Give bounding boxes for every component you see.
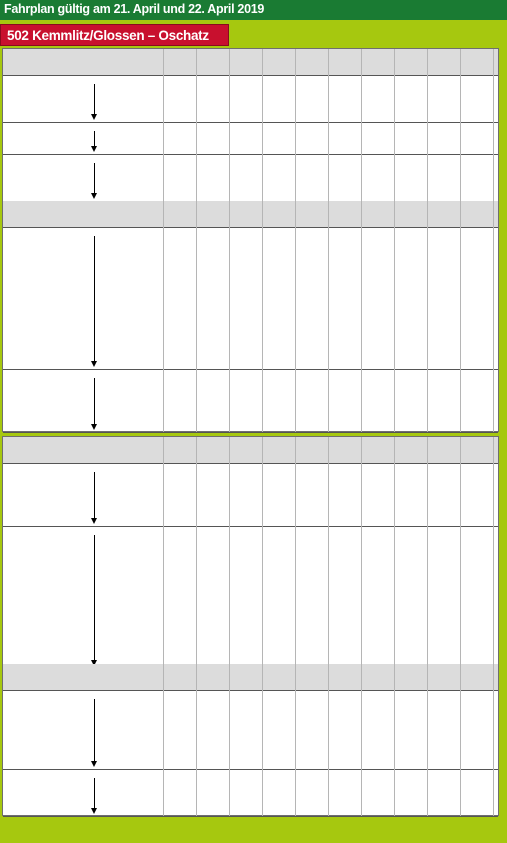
- header-row-bg: [3, 437, 498, 463]
- column-divider: [361, 201, 362, 432]
- row-divider: [3, 227, 498, 228]
- row-divider: [3, 690, 498, 691]
- column-divider: [328, 437, 329, 668]
- column-divider: [394, 437, 395, 668]
- direction-arrow-line: [94, 378, 95, 425]
- group-divider: [3, 369, 498, 370]
- header-row-bg: [3, 664, 498, 690]
- column-divider: [460, 437, 461, 668]
- column-divider: [196, 201, 197, 432]
- direction-arrow-head: [91, 114, 97, 120]
- direction-arrow-head: [91, 146, 97, 152]
- row-divider: [3, 75, 498, 76]
- header-bar: [0, 0, 507, 20]
- column-divider: [493, 437, 494, 668]
- direction-arrow-head: [91, 761, 97, 767]
- direction-arrow-line: [94, 699, 95, 762]
- group-divider: [3, 816, 498, 817]
- direction-arrow-head: [91, 361, 97, 367]
- direction-arrow-head: [91, 193, 97, 199]
- column-divider: [163, 201, 164, 432]
- column-divider: [295, 201, 296, 432]
- direction-arrow-line: [94, 236, 95, 362]
- group-divider: [3, 154, 498, 155]
- direction-arrow-line: [94, 131, 95, 147]
- direction-arrow-line: [94, 778, 95, 809]
- column-divider: [427, 437, 428, 668]
- group-divider: [3, 769, 498, 770]
- column-divider: [427, 201, 428, 432]
- direction-arrow-head: [91, 424, 97, 430]
- column-divider: [262, 437, 263, 668]
- direction-arrow-line: [94, 535, 95, 661]
- timetable-card-kemmlitz-oschatz: [2, 48, 499, 432]
- direction-arrow-line: [94, 472, 95, 519]
- timetable-card-oschatz-kemmlitz: [2, 436, 499, 816]
- column-divider: [163, 437, 164, 668]
- direction-arrow-line: [94, 84, 95, 115]
- group-divider: [3, 122, 498, 123]
- column-divider: [196, 437, 197, 668]
- group-divider: [3, 526, 498, 527]
- column-divider: [460, 201, 461, 432]
- direction-arrow-head: [91, 518, 97, 524]
- header-row-bg: [3, 201, 498, 227]
- route-title: 502 Kemmlitz/Glossen – Oschatz: [7, 28, 209, 43]
- direction-arrow-line: [94, 163, 95, 194]
- direction-arrow-head: [91, 808, 97, 814]
- column-divider: [229, 437, 230, 668]
- column-divider: [262, 201, 263, 432]
- timetable-validity-title: Fahrplan gültig am 21. April und 22. April 2019: [4, 2, 265, 16]
- header-row-bg: [3, 49, 498, 75]
- column-divider: [361, 437, 362, 668]
- column-divider: [328, 201, 329, 432]
- column-divider: [295, 437, 296, 668]
- column-divider: [493, 201, 494, 432]
- row-divider: [3, 463, 498, 464]
- column-divider: [394, 201, 395, 432]
- route-box: [0, 24, 229, 46]
- column-divider: [229, 201, 230, 432]
- group-divider: [3, 432, 498, 433]
